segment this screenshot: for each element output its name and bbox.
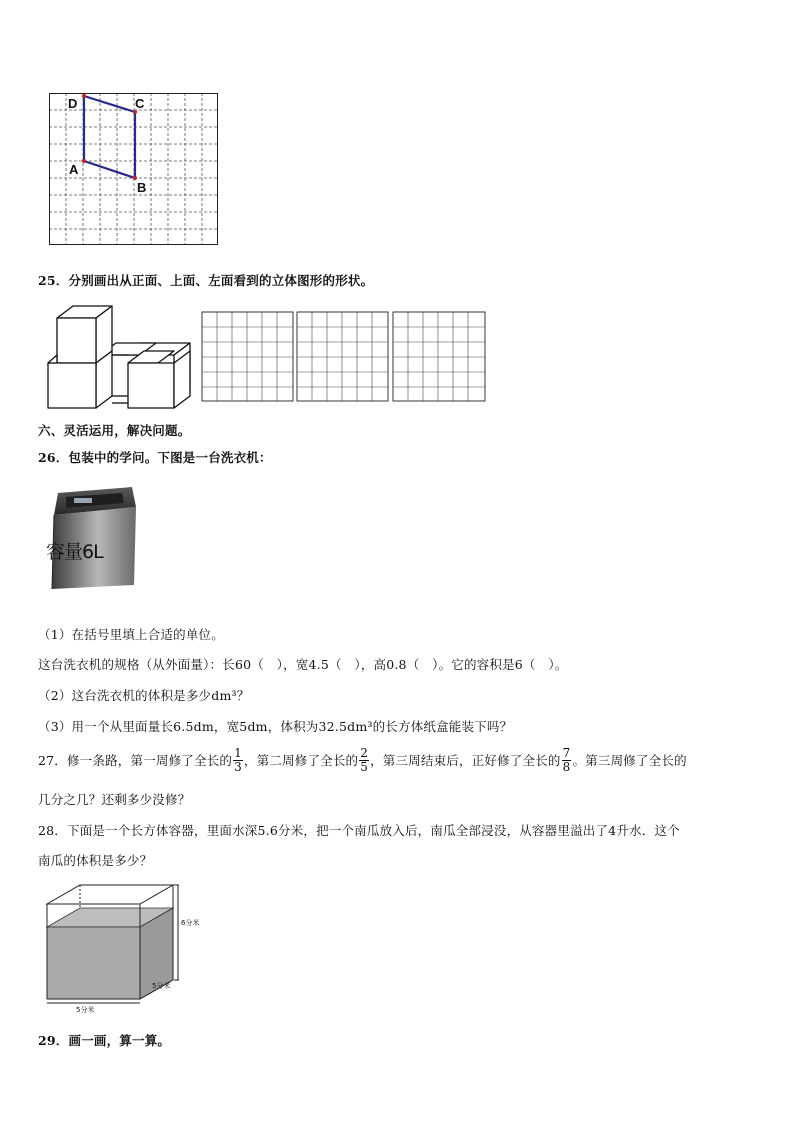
q27-part3: ，第三周结束后，正好修了全长的 [370, 753, 561, 768]
question-26-sub1: （1）在括号里填上合适的单位。 [38, 627, 224, 642]
fraction-seven-eighths [562, 747, 572, 774]
drawing-grids[interactable] [200, 310, 490, 404]
question-26-spec: 这台洗衣机的规格（从外面量）：长60（ ），宽4.5（ ），高0.8（ ）。它的容积是6（ ）。 [38, 657, 568, 672]
fraction-denominator: 5 [360, 759, 369, 774]
q27-part4: 。第三周修了全长的 [572, 753, 687, 768]
fraction-denominator: 3 [234, 759, 242, 774]
question-25: 25．分别画出从正面、上面、左面看到的立体图形的形状。 [38, 273, 374, 288]
question-28-line1: 28．下面是一个长方体容器，里面水深5.6分米，把一个南瓜放入后，南瓜全部浸没，从容器里溢出了4升水．这个 [38, 823, 680, 838]
container-figure [40, 882, 220, 1017]
section-6-heading: 六、灵活运用，解决问题。 [38, 423, 191, 438]
question-29: 29．画一画，算一算。 [38, 1033, 171, 1048]
question-26: 26．包装中的学问。下图是一台洗衣机： [38, 450, 272, 465]
dim-depth-label: 5分米 [152, 982, 171, 990]
point-label-a: A [69, 162, 79, 177]
point-label-c: C [135, 96, 145, 111]
fraction-numerator: 1 [234, 745, 242, 760]
fraction-denominator: 8 [562, 759, 571, 774]
question-26-sub2: （2）这台洗衣机的体积是多少dm³？ [38, 688, 250, 703]
fraction-numerator: 2 [360, 745, 369, 760]
fraction-one-third [233, 747, 243, 774]
fraction-numerator: 7 [562, 745, 571, 760]
dim-length-label: 5分米 [76, 1006, 95, 1014]
grid-parallelogram-figure [49, 93, 221, 248]
question-26-sub3: （3）用一个从里面量长6.5dm，宽5dm，体积为32.5dm³的长方体纸盒能装下吗？ [38, 719, 513, 734]
fraction-two-fifths [359, 747, 369, 774]
q27-part1: 27．修一条路，第一周修了全长的 [38, 753, 233, 768]
point-label-b: B [137, 180, 147, 195]
point-label-d: D [68, 96, 78, 111]
dim-height-label: 6分米 [181, 919, 200, 927]
question-27-line2: 几分之几？还剩多少没修？ [38, 792, 191, 807]
washing-machine-image [44, 485, 139, 590]
question-28-line2: 南瓜的体积是多少？ [38, 853, 153, 868]
q27-part2: ，第二周修了全长的 [243, 753, 359, 768]
cube-stack-figure [44, 303, 196, 413]
washer-capacity-label: 容量6L [46, 541, 103, 563]
question-27-line1 [38, 742, 687, 778]
